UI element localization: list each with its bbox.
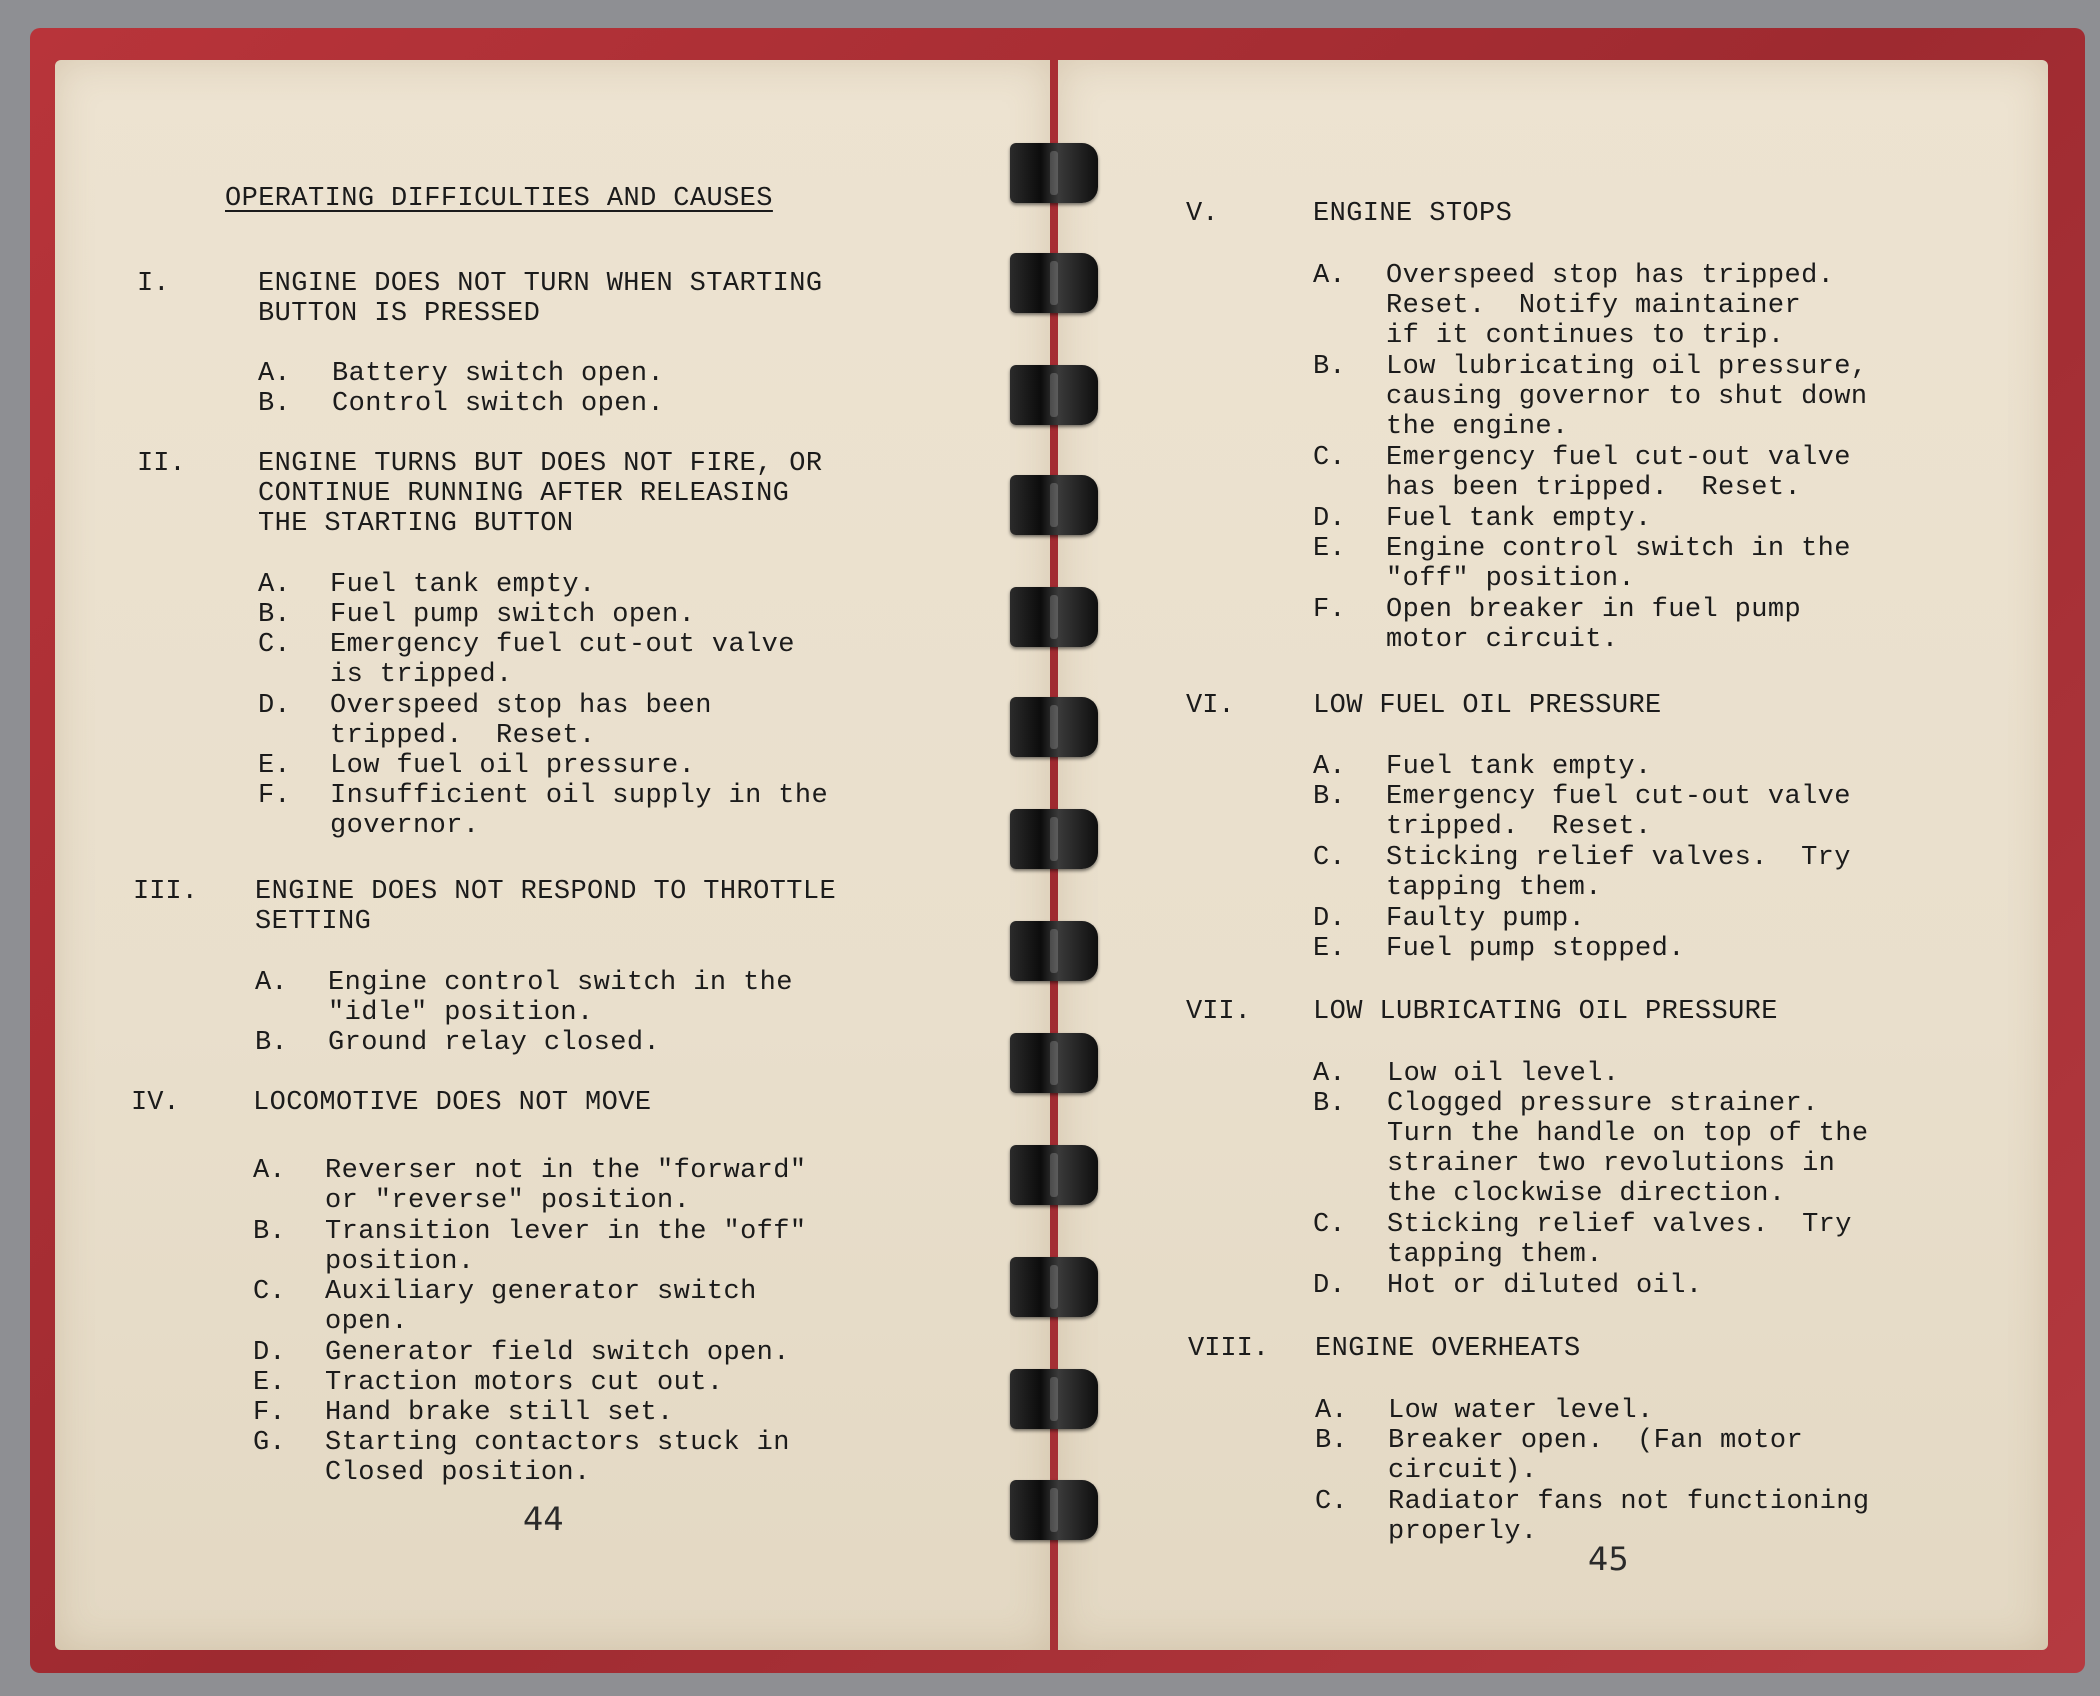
item-letter: B. [1313, 352, 1346, 382]
right-page [1058, 60, 2048, 1650]
item-letter: A. [1313, 1059, 1346, 1089]
item-text: Engine control switch in the "off" position. [1386, 534, 1851, 594]
item-letter: E. [1313, 934, 1346, 964]
binding-ring [1010, 365, 1098, 425]
section-numeral: VI. [1186, 691, 1235, 721]
item-letter: C. [1313, 1210, 1346, 1240]
item-letter: A. [258, 359, 291, 389]
item-letter: F. [253, 1398, 286, 1428]
item-text: Fuel tank empty. [330, 570, 596, 600]
item-text: Emergency fuel cut-out valve tripped. Reset. [1386, 782, 1851, 842]
item-letter: C. [1313, 843, 1346, 873]
item-text: Clogged pressure strainer. Turn the handle on top of the strainer two revolutions in the clockwise direction. [1387, 1089, 1869, 1209]
item-letter: A. [1315, 1396, 1348, 1426]
item-letter: D. [253, 1338, 286, 1368]
item-text: Transition lever in the "off" position. [325, 1217, 807, 1277]
spiral-binding [1010, 135, 1098, 1570]
section-heading: ENGINE STOPS [1313, 199, 1513, 229]
binding-ring [1010, 809, 1098, 869]
item-letter: D. [1313, 1271, 1346, 1301]
item-text: Battery switch open. [332, 359, 665, 389]
item-letter: B. [1315, 1426, 1348, 1456]
item-text: Fuel pump switch open. [330, 600, 696, 630]
section-numeral: V. [1186, 199, 1219, 229]
section-numeral: VIII. [1188, 1334, 1270, 1364]
section-numeral: II. [137, 449, 186, 479]
item-letter: C. [258, 630, 291, 660]
section-numeral: I. [137, 269, 170, 299]
item-text: Generator field switch open. [325, 1338, 790, 1368]
item-text: Fuel tank empty. [1386, 752, 1652, 782]
binding-ring [1010, 1480, 1098, 1540]
item-text: Radiator fans not functioning properly. [1388, 1487, 1870, 1547]
binding-ring [1010, 143, 1098, 203]
left-page [55, 60, 1050, 1650]
item-text: Hot or diluted oil. [1387, 1271, 1703, 1301]
item-letter: F. [1313, 595, 1346, 625]
item-letter: C. [253, 1277, 286, 1307]
item-text: Sticking relief valves. Try tapping them. [1386, 843, 1851, 903]
item-text: Overspeed stop has been tripped. Reset. [330, 691, 712, 751]
item-text: Reverser not in the "forward" or "reverse" position. [325, 1156, 807, 1216]
item-letter: A. [258, 570, 291, 600]
item-text: Engine control switch in the "idle" position. [328, 968, 793, 1028]
binding-ring [1010, 921, 1098, 981]
page-title: OPERATING DIFFICULTIES AND CAUSES [225, 184, 773, 214]
item-text: Control switch open. [332, 389, 665, 419]
item-letter: G. [253, 1428, 286, 1458]
item-letter: C. [1315, 1487, 1348, 1517]
item-text: Emergency fuel cut-out valve is tripped. [330, 630, 795, 690]
item-text: Open breaker in fuel pump motor circuit. [1386, 595, 1802, 655]
item-letter: A. [253, 1156, 286, 1186]
section-heading: ENGINE TURNS BUT DOES NOT FIRE, OR CONTINUE RUNNING AFTER RELEASING THE STARTING BUTTON [258, 449, 823, 539]
item-letter: B. [1313, 782, 1346, 812]
binding-ring [1010, 1145, 1098, 1205]
item-letter: A. [1313, 261, 1346, 291]
item-letter: B. [258, 389, 291, 419]
item-letter: B. [258, 600, 291, 630]
item-text: Low water level. [1388, 1396, 1654, 1426]
section-heading: ENGINE OVERHEATS [1315, 1334, 1581, 1364]
binding-ring [1010, 697, 1098, 757]
item-text: Low oil level. [1387, 1059, 1620, 1089]
item-letter: B. [1313, 1089, 1346, 1119]
item-letter: D. [258, 691, 291, 721]
item-text: Insufficient oil supply in the governor. [330, 781, 829, 841]
item-text: Hand brake still set. [325, 1398, 674, 1428]
item-text: Sticking relief valves. Try tapping them. [1387, 1210, 1852, 1270]
item-text: Fuel tank empty. [1386, 504, 1652, 534]
item-letter: B. [255, 1028, 288, 1058]
item-letter: B. [253, 1217, 286, 1247]
item-letter: E. [253, 1368, 286, 1398]
binding-ring [1010, 1257, 1098, 1317]
item-text: Overspeed stop has tripped. Reset. Notify maintainer if it continues to trip. [1386, 261, 1835, 351]
section-heading: ENGINE DOES NOT RESPOND TO THROTTLE SETTING [255, 877, 837, 937]
item-letter: A. [1313, 752, 1346, 782]
item-letter: F. [258, 781, 291, 811]
item-text: Breaker open. (Fan motor circuit). [1388, 1426, 1804, 1486]
section-heading: LOW LUBRICATING OIL PRESSURE [1313, 997, 1778, 1027]
section-numeral: VII. [1186, 997, 1251, 1027]
section-numeral: IV. [131, 1088, 180, 1118]
item-text: Fuel pump stopped. [1386, 934, 1685, 964]
item-text: Low lubricating oil pressure, causing governor to shut down the engine. [1386, 352, 1868, 442]
binding-ring [1010, 1369, 1098, 1429]
section-numeral: III. [133, 877, 198, 907]
item-text: Emergency fuel cut-out valve has been tripped. Reset. [1386, 443, 1851, 503]
item-text: Traction motors cut out. [325, 1368, 724, 1398]
item-text: Ground relay closed. [328, 1028, 661, 1058]
item-letter: E. [258, 751, 291, 781]
item-text: Faulty pump. [1386, 904, 1586, 934]
item-letter: C. [1313, 443, 1346, 473]
section-heading: LOCOMOTIVE DOES NOT MOVE [253, 1088, 652, 1118]
item-letter: A. [255, 968, 288, 998]
page-number: 45 [1588, 1540, 1629, 1578]
binding-ring [1010, 475, 1098, 535]
item-letter: E. [1313, 534, 1346, 564]
item-letter: D. [1313, 504, 1346, 534]
section-heading: LOW FUEL OIL PRESSURE [1313, 691, 1662, 721]
binding-ring [1010, 253, 1098, 313]
binding-ring [1010, 587, 1098, 647]
item-text: Auxiliary generator switch open. [325, 1277, 757, 1337]
item-text: Starting contactors stuck in Closed position. [325, 1428, 790, 1488]
item-text: Low fuel oil pressure. [330, 751, 696, 781]
page-number: 44 [523, 1500, 564, 1538]
section-heading: ENGINE DOES NOT TURN WHEN STARTING BUTTON IS PRESSED [258, 269, 823, 329]
binding-ring [1010, 1033, 1098, 1093]
item-letter: D. [1313, 904, 1346, 934]
